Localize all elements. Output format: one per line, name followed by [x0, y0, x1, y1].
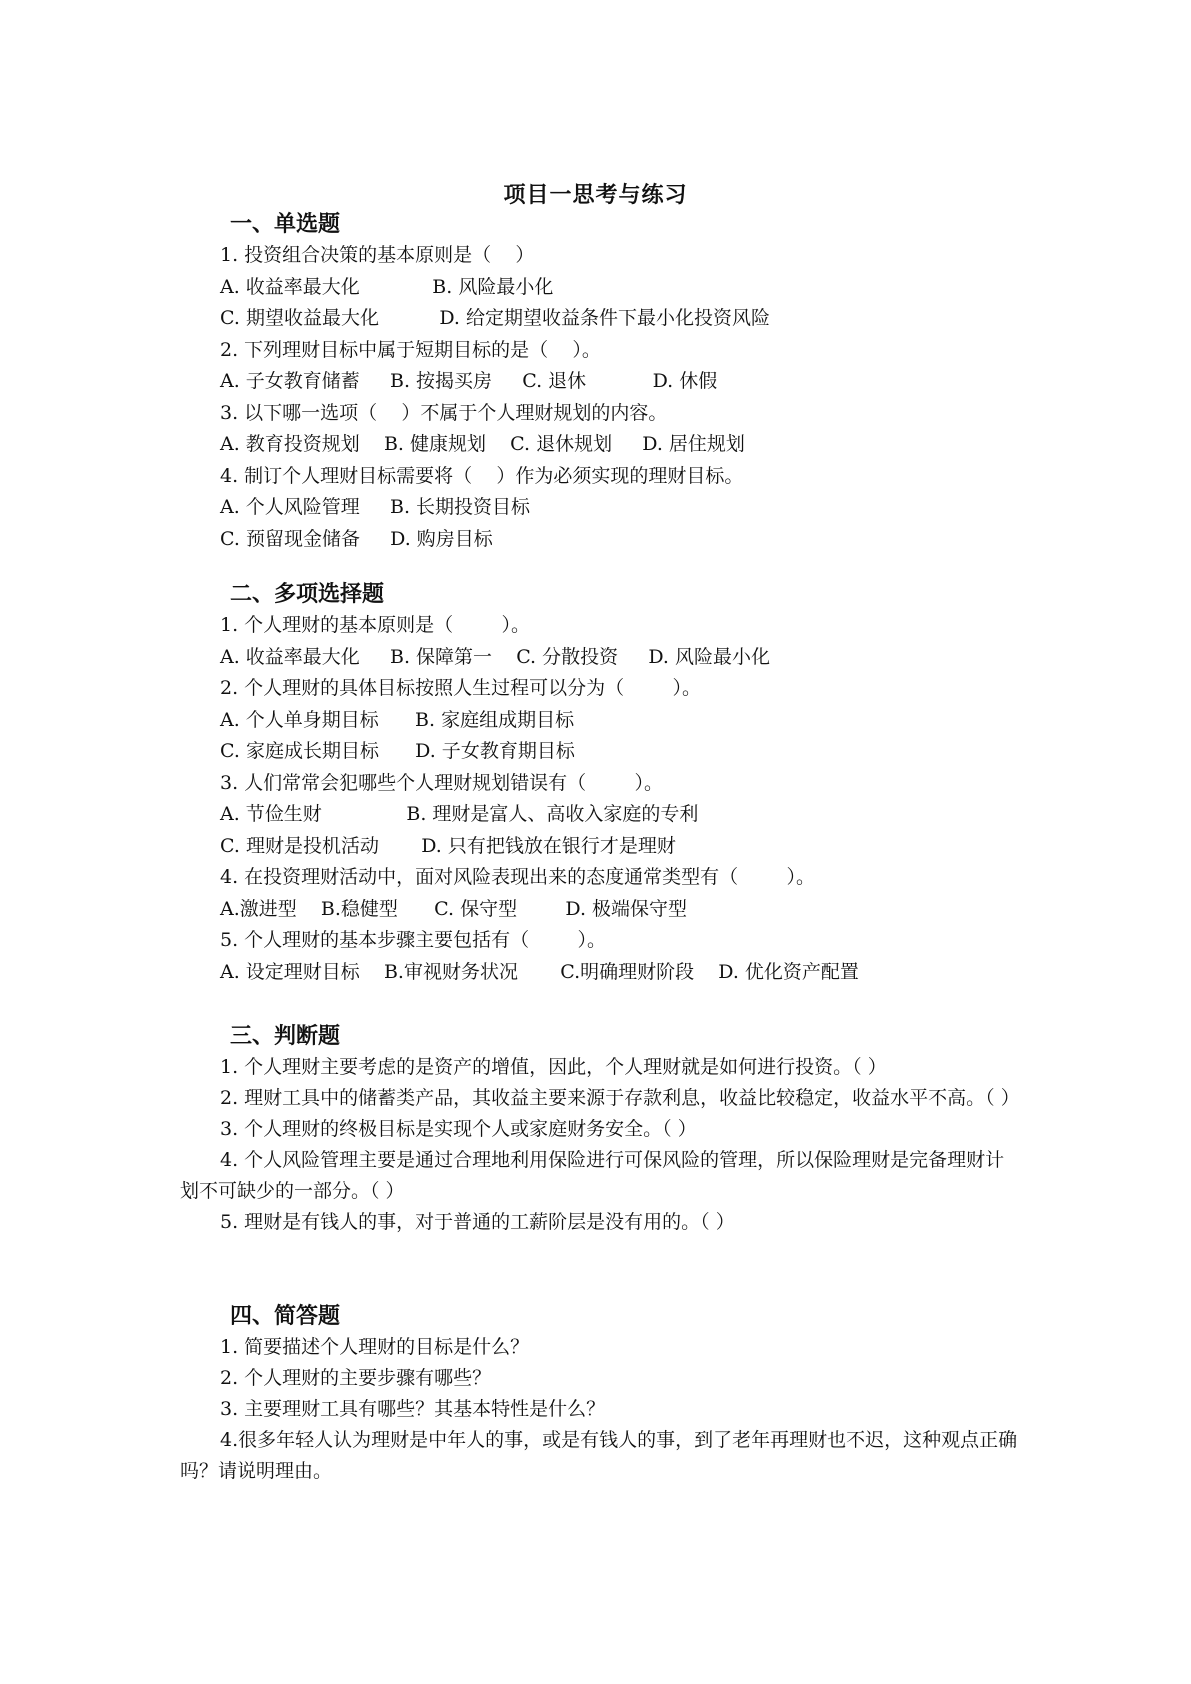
section-single-choice: [180, 208, 1020, 555]
question-2: 2. 个人理财的具体目标按照人生过程可以分为（ ）。: [220, 677, 701, 699]
options-4: A.激进型 B.稳健型 C. 保守型 D. 极端保守型: [220, 897, 688, 920]
options-1b: C. 期望收益最大化 D. 给定期望收益条件下最小化投资风险: [220, 307, 770, 329]
statement-5: 5. 理财是有钱人的事，对于普通的工薪阶层是没有用的。（ ）: [220, 1211, 735, 1233]
options-2b: C. 家庭成长期目标 D. 子女教育期目标: [220, 740, 575, 762]
statement-3: 3. 个人理财的终极目标是实现个人或家庭财务安全。（ ）: [220, 1118, 697, 1140]
options-5: A. 设定理财目标 B.审视财务状况 C.明确理财阶段 D. 优化资产配置: [220, 960, 859, 983]
section-heading: 四、简答题: [230, 1304, 341, 1329]
question-3: 3. 以下哪一选项（ ）不属于个人理财规划的内容。: [220, 401, 668, 424]
section-heading: 三、判断题: [230, 1024, 341, 1049]
question-4: 4. 制订个人理财目标需要将（ ）作为必须实现的理财目标。: [220, 464, 744, 487]
statement-4: 4. 个人风险管理主要是通过合理地利用保险进行可保风险的管理，所以保险理财是完备理财计划不可缺少的一部分。（ ）: [180, 1149, 1005, 1202]
section-heading: 一、单选题: [230, 212, 341, 237]
options-3b: C. 理财是投机活动 D. 只有把钱放在银行才是理财: [220, 834, 676, 857]
question-1: 1. 投资组合决策的基本原则是（ ）: [220, 244, 535, 266]
page-title: 项目一思考与练习: [503, 183, 688, 208]
question-4: 4. 在投资理财活动中，面对风险表现出来的态度通常类型有（ ）。: [220, 866, 815, 888]
section-multiple-choice: [180, 578, 1020, 988]
options-2: A. 子女教育储蓄 B. 按揭买房 C. 退休 D. 休假: [220, 370, 718, 392]
statement-2: 2. 理财工具中的储蓄类产品，其收益主要来源于存款利息，收益比较稳定，收益水平不高。（ ）: [220, 1087, 1020, 1109]
options-1: A. 收益率最大化 B. 保障第一 C. 分散投资 D. 风险最小化: [220, 645, 770, 668]
question-5: 5. 个人理财的基本步骤主要包括有（ ）。: [220, 929, 606, 951]
section-heading: 二、多项选择题: [230, 582, 385, 607]
options-2a: A. 个人单身期目标 B. 家庭组成期目标: [220, 708, 575, 731]
short-question-3: 3. 主要理财工具有哪些？其基本特性是什么？: [220, 1398, 606, 1420]
question-2: 2. 下列理财目标中属于短期目标的是（ ）。: [220, 338, 601, 361]
section-true-false: [180, 1020, 1020, 1238]
short-question-1: 1. 简要描述个人理财的目标是什么？: [220, 1336, 530, 1358]
options-4b: C. 预留现金储备 D. 购房目标: [220, 527, 493, 550]
options-3a: A. 节俭生财 B. 理财是富人、高收入家庭的专利: [220, 803, 699, 825]
section-short-answer: [180, 1300, 1020, 1487]
short-question-2: 2. 个人理财的主要步骤有哪些？: [220, 1367, 492, 1389]
question-3: 3. 人们常常会犯哪些个人理财规划错误有（ ）。: [220, 771, 663, 794]
options-3: A. 教育投资规划 B. 健康规划 C. 退休规划 D. 居住规划: [220, 433, 745, 455]
question-1: 1. 个人理财的基本原则是（ ）。: [220, 614, 530, 636]
options-4a: A. 个人风险管理 B. 长期投资目标: [220, 496, 531, 518]
statement-1: 1. 个人理财主要考虑的是资产的增值，因此，个人理财就是如何进行投资。（ ）: [220, 1056, 887, 1078]
short-question-4: 4.很多年轻人认为理财是中年人的事，或是有钱人的事，到了老年再理财也不迟，这种观点正确吗？请说明理由。: [180, 1429, 1018, 1482]
options-1a: A. 收益率最大化 B. 风险最小化: [220, 275, 554, 298]
